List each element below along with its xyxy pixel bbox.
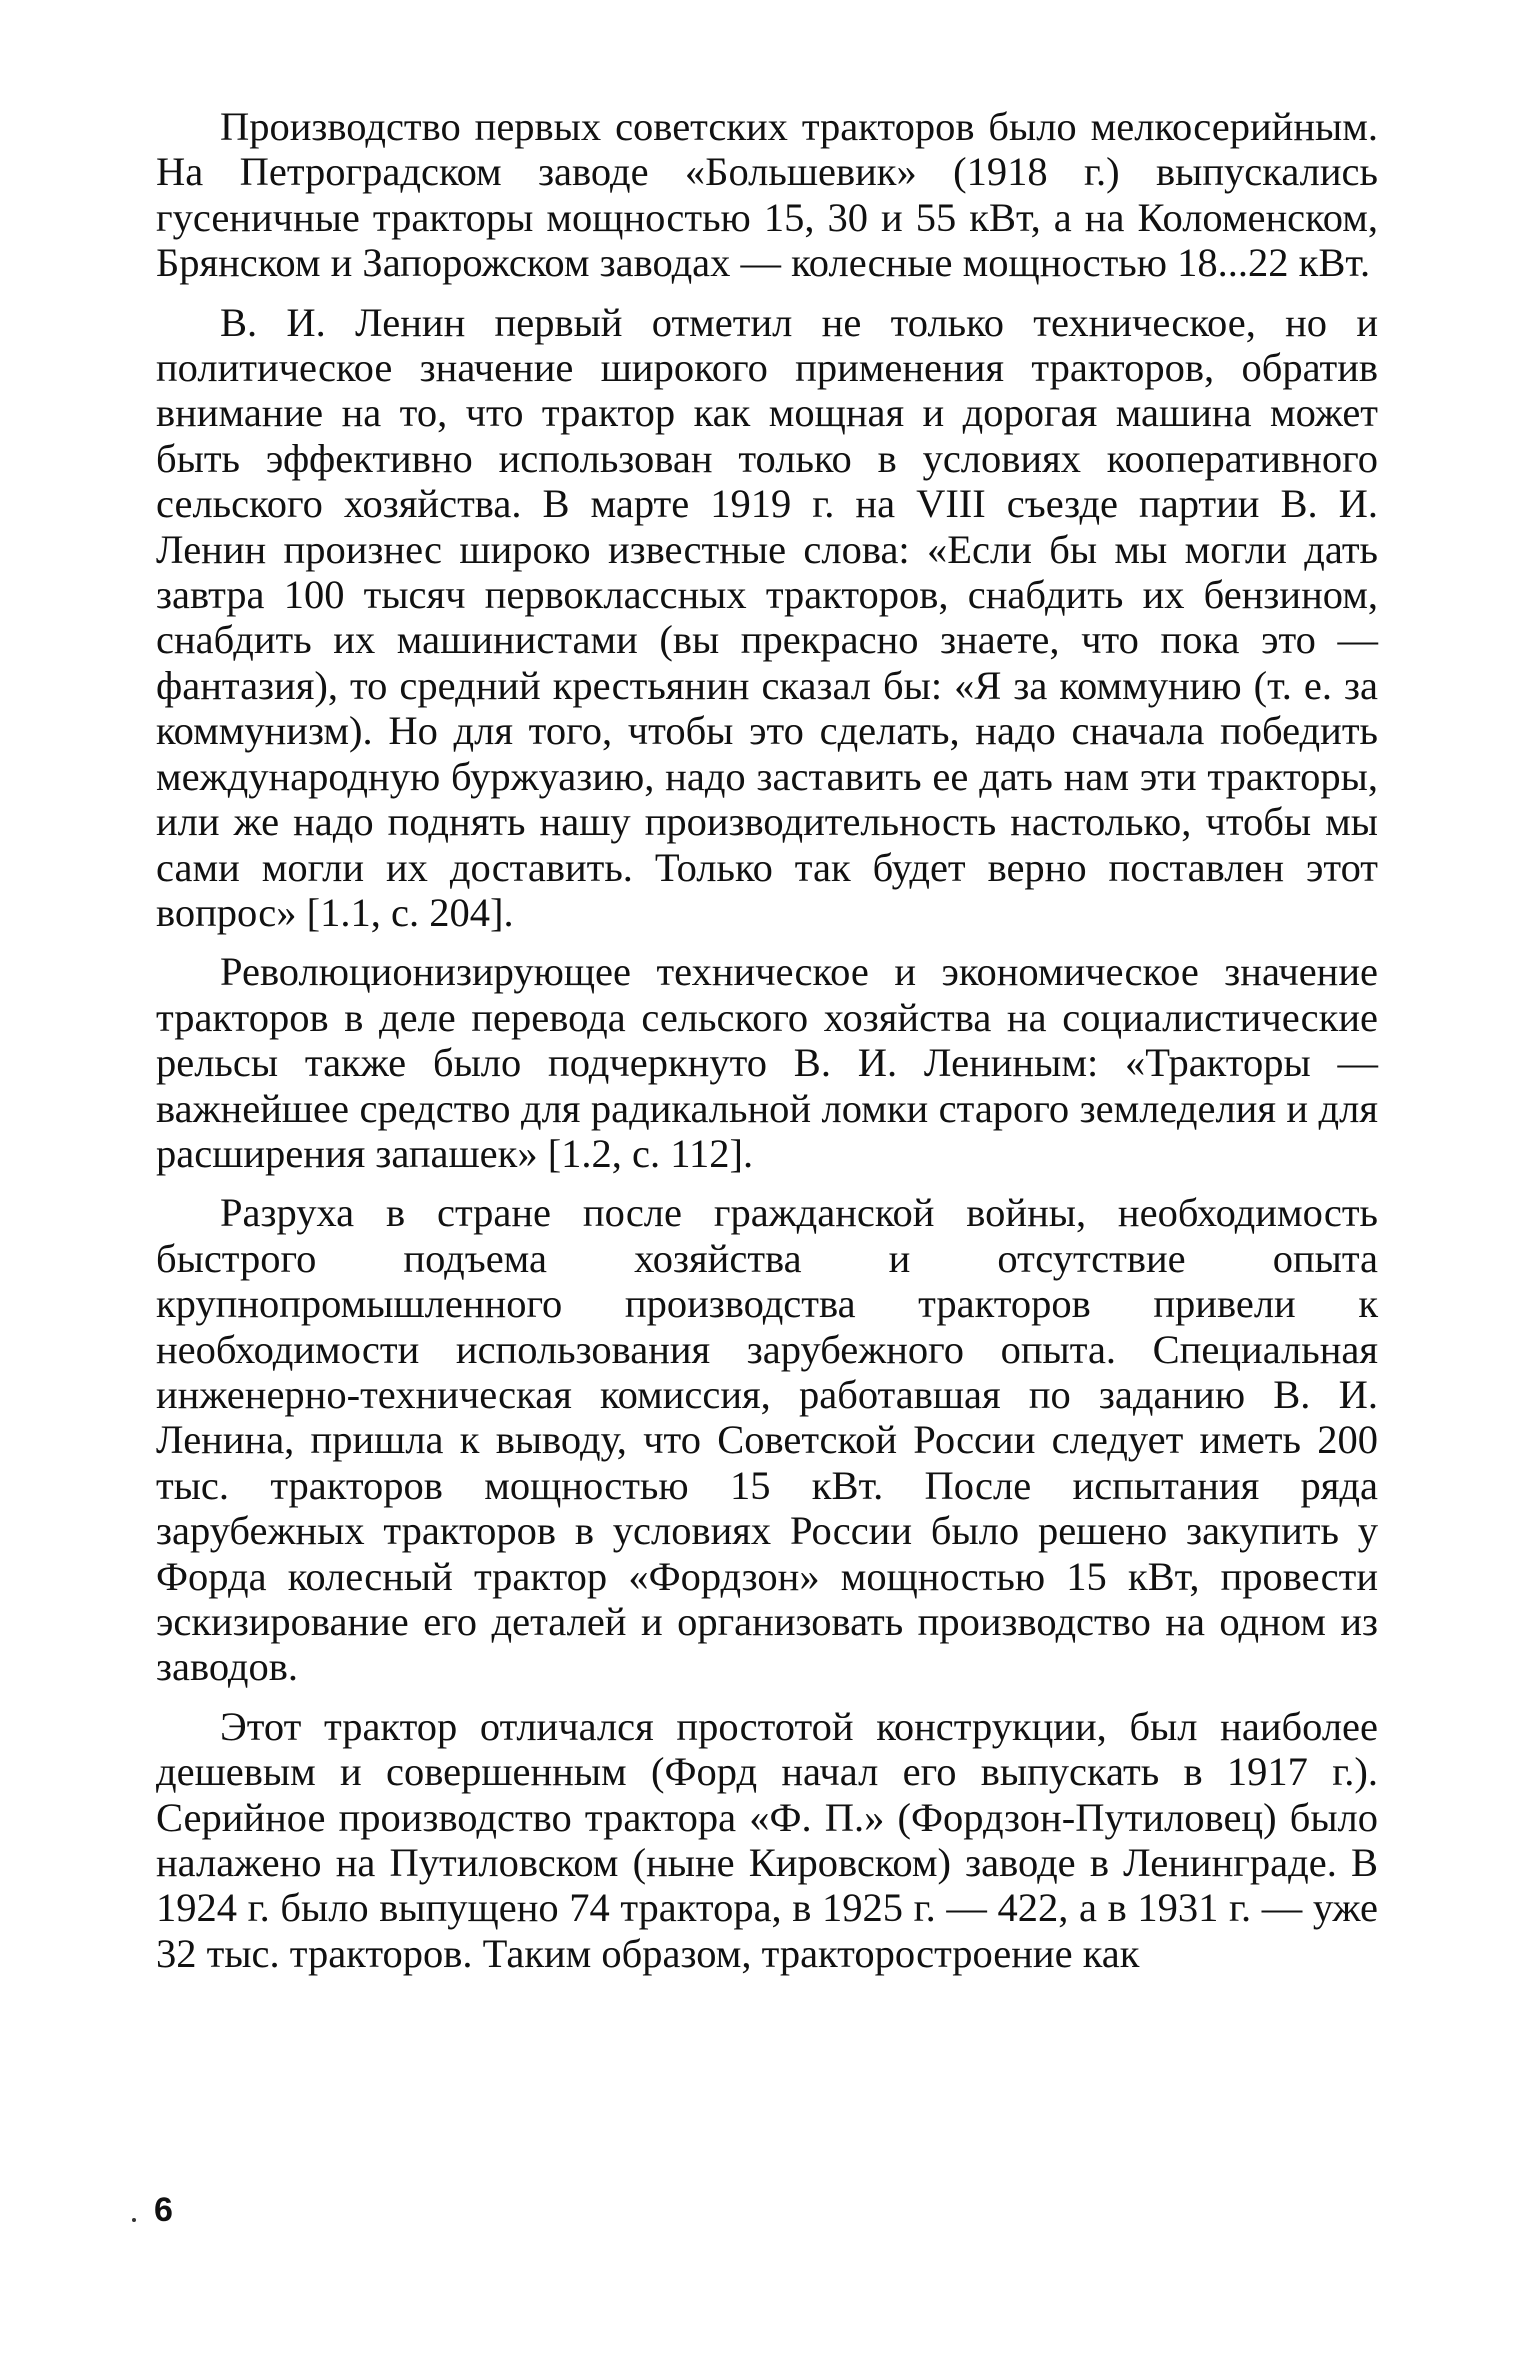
paragraph-4: Разруха в стране после гражданской войны, необходимость быстрого подъема хозяйства и отсутствие опыта крупнопромышленного производства тракторов привели к необходимости использования зарубежного опыта. Специальная инженерно-техническая комиссия, работавшая по заданию В. И. Ленина, пришла к выводу, что Советской России следует иметь 200 тыс. тракторов мощностью 15 кВт. После испытания ряда зарубежных тракторов в условиях России было решено закупить у Форда колесный трактор «Фордзон» мощностью 15 кВт, провести эскизирование его деталей и организовать производство на одном из заводов. xyxy=(156,1190,1378,1690)
paragraph-1: Производство первых советских тракторов было мелкосерийным. На Петроградском заводе «Большевик» (1918 г.) выпускались гусеничные тракторы мощностью 15, 30 и 55 кВт, а на Коломенском, Брянском и Запорожском заводах — колесные мощностью 18...22 кВт. xyxy=(156,104,1378,286)
print-speck xyxy=(132,2218,136,2222)
paragraph-3: Революционизирующее техническое и экономическое значение тракторов в деле перевода сельского хозяйства на социалистические рельсы также было подчеркнуто В. И. Лениным: «Тракторы — важнейшее средство для радикальной ломки старого земледелия и для расширения запашек» [1.2, с. 112]. xyxy=(156,949,1378,1176)
paragraph-5: Этот трактор отличался простотой конструкции, был наиболее дешевым и совершенным (Форд начал его выпускать в 1917 г.). Серийное производство трактора «Ф. П.» (Фордзон-Путиловец) было налажено на Путиловском (ныне Кировском) заводе в Ленинграде. В 1924 г. было выпущено 74 трактора, в 1925 г. — 422, а в 1931 г. — уже 32 тыс. тракторов. Таким образом, тракторостроение как xyxy=(156,1703,1378,1976)
paragraph-2: В. И. Ленин первый отметил не только техническое, но и политическое значение широкого применения тракторов, обратив внимание на то, что трактор как мощная и дорогая машина может быть эффективно использован только в условиях кооперативного сельского хозяйства. В марте 1919 г. на VIII съезде партии В. И. Ленин произнес широко известные слова: «Если бы мы могли дать завтра 100 тысяч первоклассных тракторов, снабдить их бензином, снабдить их машинистами (вы прекрасно знаете, что пока это — фантазия), то средний крестьянин сказал бы: «Я за коммунию (т. е. за коммунизм). Но для того, чтобы это сделать, надо сначала победить международную буржуазию, надо заставить ее дать нам эти тракторы, или же надо поднять нашу производительность настолько, чтобы мы сами могли их доставить. Только так будет верно поставлен этот вопрос» [1.1, с. 204]. xyxy=(156,299,1378,935)
page-number: 6 xyxy=(154,2191,173,2229)
page-body xyxy=(156,104,1378,1990)
